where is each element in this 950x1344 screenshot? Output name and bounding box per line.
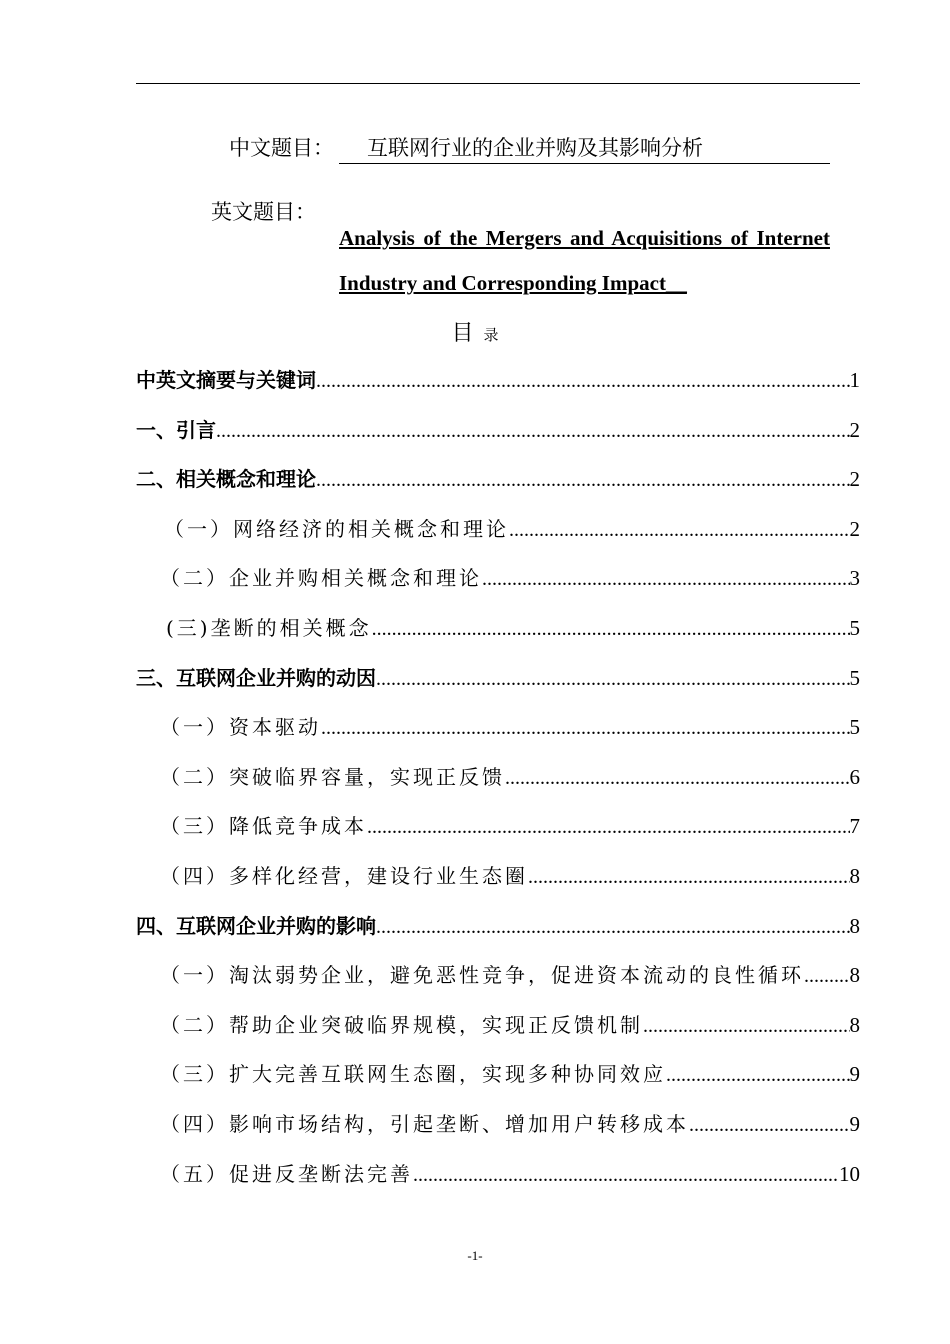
toc-entry-label: (三)垄断的相关概念 [166,616,372,640]
toc-entry[interactable] [136,910,860,942]
chinese-title-row [0,133,950,167]
toc-leader-dots [689,1114,850,1137]
toc-leader-dots [413,1164,839,1187]
toc-entry-label: （四）影响市场结构，引起垄断、增加用户转移成本 [160,1112,689,1136]
chinese-title-label: 中文题目： [229,136,334,160]
toc-leader-dots [666,1064,850,1087]
toc-leader-dots [804,965,850,988]
toc-leader-dots [528,866,850,889]
toc-entry-page: 10 [839,1161,860,1186]
toc-leader-dots [482,568,850,591]
toc-entry-label: （一）淘汰弱势企业，避免恶性竞争，促进资本流动的良性循环 [160,963,804,988]
toc-entry-page: 9 [849,1062,860,1087]
toc-entry-label: 四、互联网企业并购的影响 [136,913,376,938]
toc-leader-dots [376,668,850,691]
toc-entry-page: 2 [849,467,860,492]
chinese-title-value: 互联网行业的企业并购及其影响分析 [339,133,830,164]
toc-entry-label: （四）多样化经营，建设行业生态圈 [160,864,528,888]
toc-leader-dots [367,816,850,839]
toc-entry-label: 二、相关概念和理论 [136,467,316,492]
toc-entry-page: 8 [849,1012,860,1037]
toc-entry-page: 5 [849,616,860,640]
english-title-value: Analysis of the Mergers and Acquisitions of Internet Industry and Corresponding Impact__ [339,226,830,295]
toc-leader-dots [316,469,850,492]
toc-entry[interactable] [160,761,860,793]
toc-heading [0,316,950,347]
toc-entry[interactable] [160,1058,860,1090]
toc-entry[interactable] [160,959,860,991]
toc-entry[interactable] [160,1108,860,1140]
toc-leader-dots [376,916,850,939]
toc-entry-label: （三）扩大完善互联网生态圈，实现多种协同效应 [160,1062,666,1087]
toc-entry-page: 5 [849,665,860,690]
toc-entry-label: （一）网络经济的相关概念和理论 [164,516,509,541]
toc-entry-page: 8 [849,963,860,988]
toc-entry[interactable] [136,414,860,446]
toc-entry[interactable] [160,860,860,892]
toc-leader-dots [505,767,850,790]
toc-entry[interactable] [160,562,860,594]
toc-entry-page: 5 [849,715,860,740]
toc-leader-dots [321,717,850,740]
header-rule [136,83,860,84]
toc-entry-page: 2 [849,417,860,442]
toc-entry-label: 中英文摘要与关键词 [136,368,316,392]
toc-heading-main: 目 [451,321,474,346]
toc-leader-dots [316,370,850,393]
toc-entry-page: 8 [849,913,860,938]
toc-heading-secondary: 录 [483,326,499,344]
toc-entry[interactable] [166,612,860,644]
toc-entry-page: 7 [849,814,860,839]
toc-entry[interactable] [160,810,860,842]
toc-entry-label: 一、引言 [136,417,216,442]
page-number: -1- [467,1248,483,1263]
toc-entry-label: （五）促进反垄断法完善 [160,1161,413,1186]
toc-entry[interactable] [160,711,860,743]
toc-entry-label: （三）降低竞争成本 [160,814,367,839]
toc-entry-label: （二）突破临界容量，实现正反馈 [160,764,505,789]
toc-entry-page: 8 [849,864,860,888]
toc-entry-label: 三、互联网企业并购的动因 [136,665,376,690]
toc-leader-dots [372,618,850,641]
toc-entry[interactable] [160,1009,860,1041]
toc-leader-dots [643,1015,850,1038]
toc-leader-dots [509,519,850,542]
toc-entry-page: 2 [849,516,860,541]
toc-entry-label: （一）资本驱动 [160,715,321,740]
toc-entry[interactable] [136,463,860,495]
english-title-label: 英文题目： [211,200,316,224]
toc-entry-label: （二）帮助企业突破临界规模，实现正反馈机制 [160,1012,643,1037]
toc-entry-page: 9 [849,1112,860,1136]
toc-entry[interactable] [136,662,860,694]
toc-entry-page: 6 [849,764,860,789]
toc-entry-page: 3 [849,566,860,591]
toc-entry[interactable] [164,513,860,545]
toc-entry[interactable] [136,364,860,396]
toc-entry-label: （二）企业并购相关概念和理论 [160,566,482,591]
toc-entry[interactable] [160,1158,860,1190]
toc-leader-dots [216,420,850,443]
toc-entry-page: 1 [849,368,860,392]
